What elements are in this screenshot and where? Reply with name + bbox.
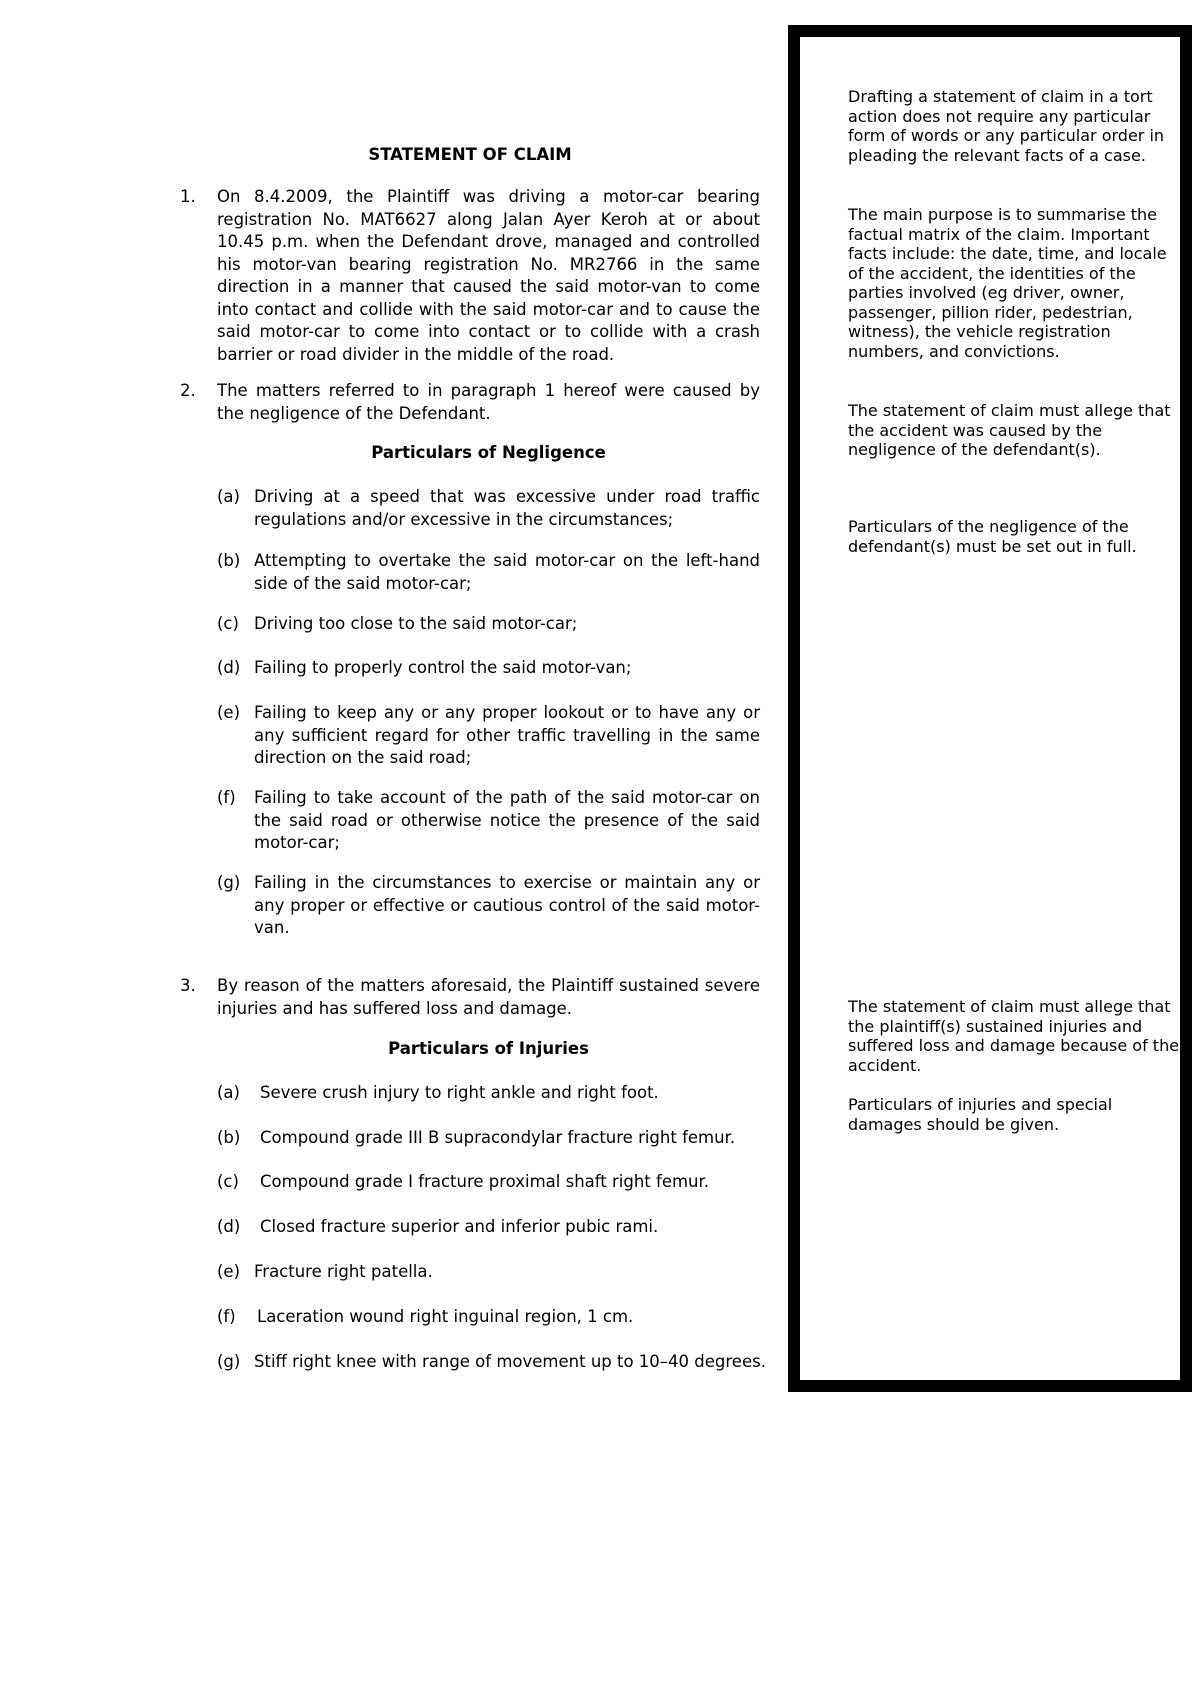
- item-text: Closed fracture superior and inferior pubic rami.: [260, 1217, 659, 1236]
- paragraph-1: [180, 186, 760, 366]
- sidebar-note: The statement of claim must allege that the accident was caused by the negligence of the defendant(s).: [848, 401, 1171, 459]
- item-label: (a): [217, 487, 240, 506]
- injury-item: [217, 1127, 777, 1150]
- sidebar-note: Particulars of the negligence of the defendant(s) must be set out in full.: [848, 517, 1137, 556]
- sidebar-note: Drafting a statement of claim in a tort action does not require any particular form of words or any particular order in pleading the relevant facts of a case.: [848, 87, 1165, 165]
- negligence-item: [217, 872, 760, 940]
- injury-item: [217, 1082, 777, 1105]
- paragraph-text: The matters referred to in paragraph 1 hereof were caused by the negligence of the Defendant.: [217, 381, 760, 423]
- item-text: Severe crush injury to right ankle and right foot.: [260, 1083, 659, 1102]
- item-label: (d): [217, 658, 241, 677]
- item-text: Failing to properly control the said motor-van;: [254, 658, 632, 677]
- annotation-sidebar: [788, 25, 1192, 1392]
- injury-item: [217, 1261, 777, 1284]
- item-text: Fracture right patella.: [254, 1262, 433, 1281]
- sidebar-note: The main purpose is to summarise the factual matrix of the claim. Important facts include: the date, time, and locale of the accident, the identities of the parties involved (eg driver, owner, passenger, pillion rider, pedestrian, witness), the vehicle registration numbers, and convictions.: [848, 205, 1167, 361]
- item-text: Driving too close to the said motor-car;: [254, 614, 578, 633]
- item-text: Failing to take account of the path of the said motor-car on the said road or otherwise notice the presence of the said motor-car;: [254, 788, 760, 852]
- paragraph-text: By reason of the matters aforesaid, the Plaintiff sustained severe injuries and has suffered loss and damage.: [217, 976, 760, 1018]
- paragraph-2: [180, 380, 760, 425]
- item-label: (d): [217, 1217, 241, 1236]
- item-text: Failing to keep any or any proper lookout or to have any or any sufficient regard for other traffic travelling in the same direction on the said road;: [254, 703, 760, 767]
- item-text: Compound grade I fracture proximal shaft right femur.: [260, 1172, 710, 1191]
- injury-item: [217, 1306, 777, 1329]
- item-text: Driving at a speed that was excessive under road traffic regulations and/or excessive in the circumstances;: [254, 487, 760, 529]
- injuries-heading: Particulars of Injuries: [388, 1039, 589, 1058]
- item-label: (e): [217, 1262, 241, 1281]
- paragraph-3: [180, 975, 760, 1020]
- injury-item: [217, 1351, 777, 1374]
- negligence-item: [217, 702, 760, 770]
- item-label: (b): [217, 551, 241, 570]
- item-label: (c): [217, 614, 239, 633]
- sidebar-note: Particulars of injuries and special damages should be given.: [848, 1095, 1113, 1134]
- item-text: Compound grade III B supracondylar fracture right femur.: [260, 1128, 736, 1147]
- paragraph-number: 2.: [180, 381, 196, 400]
- negligence-heading: Particulars of Negligence: [371, 443, 606, 462]
- document-title: STATEMENT OF CLAIM: [368, 145, 572, 164]
- item-text: Attempting to overtake the said motor-car on the left-hand side of the said motor-car;: [254, 551, 760, 593]
- item-label: (a): [217, 1083, 240, 1102]
- item-label: (c): [217, 1172, 239, 1191]
- item-label: (b): [217, 1128, 241, 1147]
- item-label: (g): [217, 1352, 241, 1371]
- negligence-item: [217, 550, 760, 595]
- paragraph-number: 3.: [180, 976, 196, 995]
- item-label: (f): [217, 1307, 236, 1326]
- negligence-item: [217, 657, 760, 680]
- paragraph-text: On 8.4.2009, the Plaintiff was driving a motor-car bearing registration No. MAT6627 along Jalan Ayer Keroh at or about 10.45 p.m. when the Defendant drove, managed and controlled his motor-van bearing registration No. MR2766 in the same direction in a manner that caused the said motor-van to come into contact and collide with the said motor-car and to cause the said motor-car to come into contact or to collide with a crash barrier or road divider in the middle of the road.: [217, 187, 760, 364]
- item-label: (f): [217, 788, 236, 807]
- item-label: (g): [217, 873, 241, 892]
- negligence-item: [217, 787, 760, 855]
- negligence-item: [217, 486, 760, 531]
- paragraph-number: 1.: [180, 187, 196, 206]
- item-text: Stiff right knee with range of movement up to 10–40 degrees.: [254, 1352, 766, 1371]
- sidebar-note: The statement of claim must allege that the plaintiff(s) sustained injuries and suffered loss and damage because of the accident.: [848, 997, 1180, 1075]
- injury-item: [217, 1216, 777, 1239]
- item-label: (e): [217, 703, 241, 722]
- item-text: Laceration wound right inguinal region, 1 cm.: [257, 1307, 634, 1326]
- negligence-item: [217, 613, 760, 636]
- item-text: Failing in the circumstances to exercise or maintain any or any proper or effective or cautious control of the said motor-van.: [254, 873, 760, 937]
- injury-item: [217, 1171, 777, 1194]
